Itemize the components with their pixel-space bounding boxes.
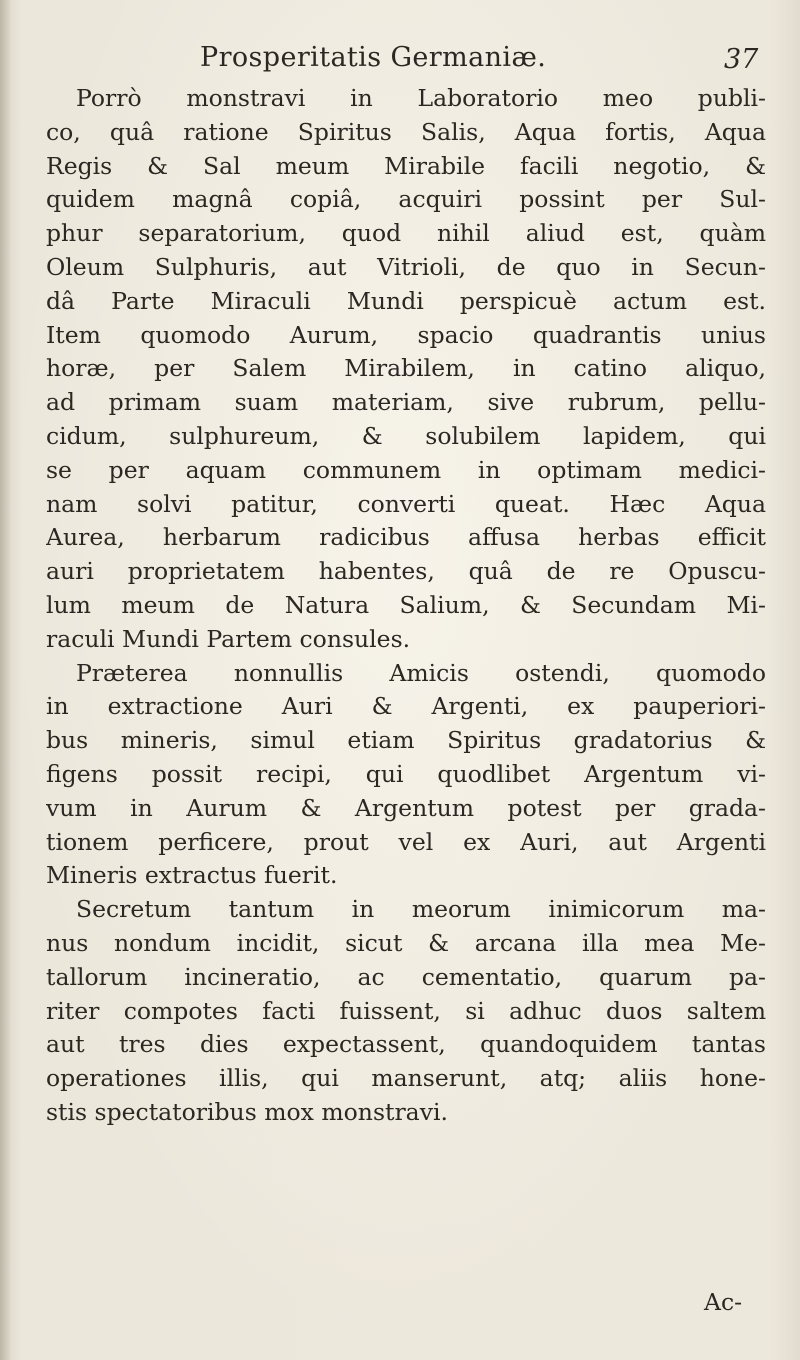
- text-line: riter compotes facti fuissent, si adhuc duos saltem: [46, 996, 766, 1025]
- text-line: Præterea nonnullis Amicis ostendi, quomodo: [76, 658, 766, 687]
- text-line: Mineris extractus fuerit.: [46, 861, 338, 890]
- text-line: co, quâ ratione Spiritus Salis, Aqua fortis, Aqua: [46, 117, 766, 146]
- text-line: stis spectatoribus mox monstravi.: [46, 1097, 448, 1126]
- text-line: nus nondum incidit, sicut & arcana illa mea Me-: [46, 928, 766, 957]
- page-gutter: [0, 0, 10, 1360]
- text-line: Porrò monstravi in Laboratorio meo publi-: [76, 84, 766, 112]
- text-line: Oleum Sulphuris, aut Vitrioli, de quo in Secun-: [46, 252, 766, 281]
- text-line: ad primam suam materiam, sive rubrum, pellu-: [46, 388, 766, 417]
- text-line: bus mineris, simul etiam Spiritus gradatorius &: [46, 726, 766, 755]
- catchword: Ac-: [704, 1288, 743, 1316]
- text-line: operationes illis, qui manserunt, atq; aliis hone-: [46, 1064, 766, 1093]
- text-line: figens possit recipi, qui quodlibet Argentum vi-: [46, 759, 766, 788]
- text-line: lum meum de Natura Salium, & Secundam Mi-: [46, 590, 766, 619]
- text-line: raculi Mundi Partem consules.: [46, 624, 411, 653]
- text-line: aut tres dies expectassent, quandoquidem tantas: [46, 1030, 766, 1059]
- text-line: in extractione Auri & Argenti, ex pauperiori-: [46, 692, 766, 721]
- text-line: Secretum tantum in meorum inimicorum ma-: [76, 895, 766, 924]
- text-line: phur separatorium, quod nihil aliud est, quàm: [46, 219, 766, 248]
- text-line: tionem perficere, prout vel ex Auri, aut Argenti: [46, 827, 766, 856]
- text-line: tallorum incineratio, ac cementatio, quarum pa-: [46, 962, 766, 991]
- text-line: dâ Parte Miraculi Mundi perspicuè actum est.: [46, 286, 766, 315]
- text-line: quidem magnâ copiâ, acquiri possint per Sul-: [46, 185, 766, 214]
- text-line: auri proprietatem habentes, quâ de re Opuscu-: [46, 557, 766, 586]
- text-line: Aurea, herbarum radicibus affusa herbas efficit: [46, 523, 766, 552]
- running-title: Prosperitatis Germaniæ.: [200, 42, 547, 73]
- running-head: [0, 42, 800, 82]
- text-line: Item quomodo Aurum, spacio quadrantis unius: [46, 320, 766, 349]
- text-line: se per aquam communem in optimam medici-: [46, 455, 766, 484]
- text-line: horæ, per Salem Mirabilem, in catino aliquo,: [46, 354, 766, 383]
- text-line: Regis & Sal meum Mirabile facili negotio, &: [46, 151, 766, 180]
- text-line: nam solvi patitur, converti queat. Hæc Aqua: [46, 489, 766, 518]
- page-number: 37: [724, 44, 759, 75]
- text-line: vum in Aurum & Argentum potest per grada-: [46, 793, 766, 822]
- body-text: [46, 82, 766, 1130]
- text-line: cidum, sulphureum, & solubilem lapidem, qui: [46, 421, 766, 450]
